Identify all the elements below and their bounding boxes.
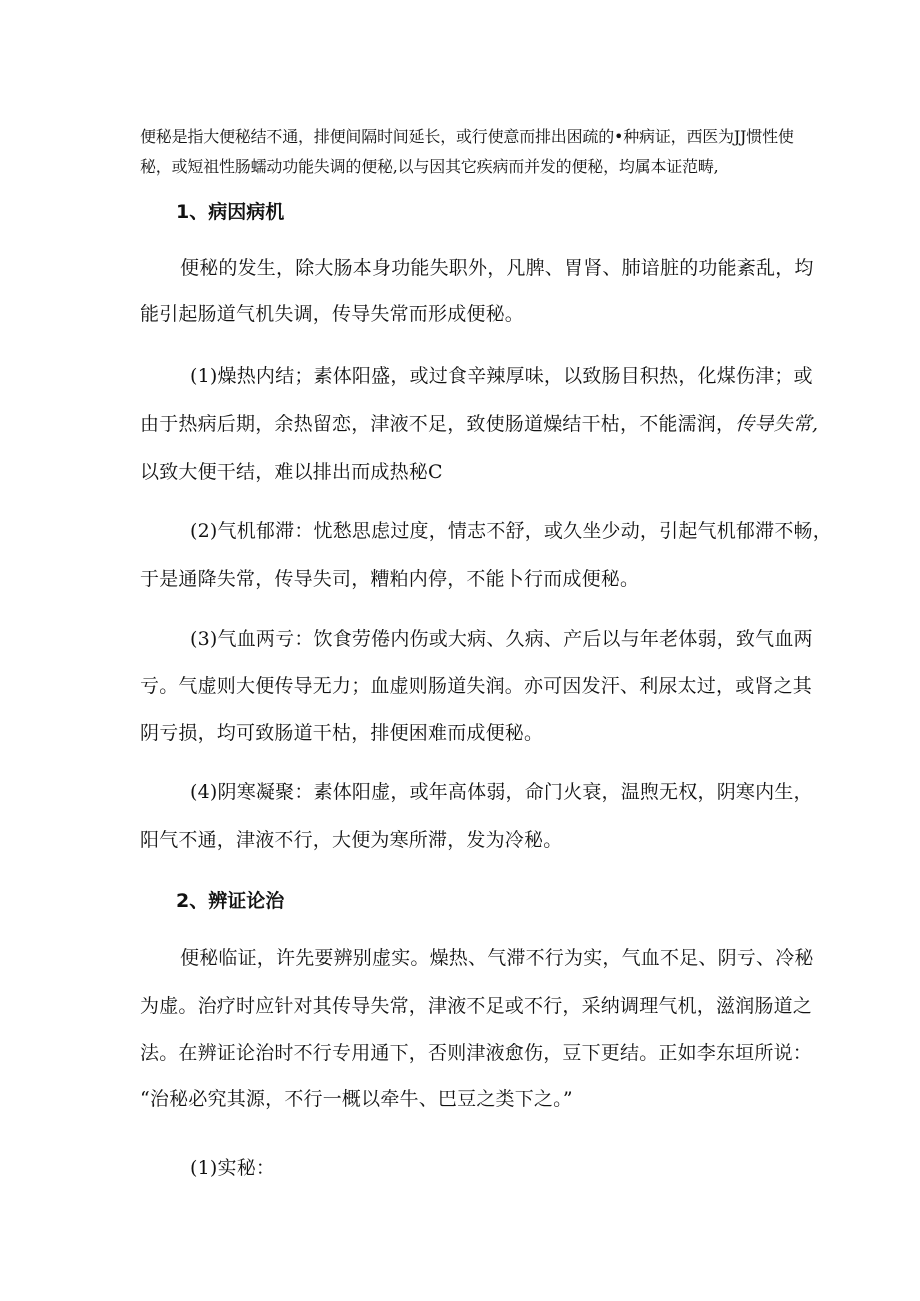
item-1-line-2-italic: 传导失常,: [735, 413, 819, 435]
item-3-line-1: (3)气血两亏：饮食劳倦内伤或大病、久病、产后以与年老体弱，致气血两: [190, 628, 813, 650]
section-2-para-line-2: 为虚。治疗时应针对其传导失常，津液不足或不行，采纳调理气机，滋润肠道之: [140, 995, 813, 1017]
section-2-para-line-4: “治秘必究其源，不行一概以牵牛、巴豆之类下之。”: [140, 1088, 573, 1110]
item-1-line-2-main: 由于热病后期，余热留恋，津液不足，致使肠道燥结干枯，不能濡润，: [140, 413, 736, 435]
item-4-line-2: 阳气不通，津液不行，大便为寒所滞，发为冷秘。: [140, 829, 563, 851]
item-1-line-1: (1)燥热内结；素体阳盛，或过食辛辣厚味，以致肠目积热，化煤伤津；或: [190, 365, 813, 387]
section-1-para-line-1: 便秘的发生，除大肠本身功能失职外，凡脾、胃肾、肺谙脏的功能紊乱，均: [180, 257, 814, 279]
intro-line-2: 秘，或短祖性肠蠕动功能失调的便秘,以与因其它疾病而并发的便秘，均属本证范畴,: [140, 157, 719, 176]
item-2-line-2: 于是通降失常，传导失司，糟粕内停，不能卜行而成便秘。: [140, 568, 640, 590]
item-1-line-3: 以致大便干结，难以排出而成热秘C: [140, 461, 443, 483]
intro-line-1: 便秘是指大便秘结不通，排便间隔时间延长，或行使意而排出困疏的•种病证，西医为JJ惯性使: [140, 127, 794, 146]
subsection-1-label: (1)实秘：: [190, 1157, 276, 1179]
item-4-line-1: (4)阴寒凝聚：素体阳虚，或年高体弱，命门火衰，温煦无权，阴寒内生，: [190, 781, 813, 803]
item-3-line-3: 阴亏损，均可致肠道干枯，排便困难而成便秘。: [140, 722, 544, 744]
section-1-para-line-2: 能引起肠道气机失调，传导失常而形成便秘。: [140, 303, 525, 325]
item-2-line-1: (2)气机郁滞：忧愁思虑过度，情志不舒，或久坐少动，引起气机郁滞不畅，: [190, 520, 832, 542]
item-1-line-2: [140, 409, 818, 436]
section-2-heading: 2、辨证论治: [176, 890, 285, 912]
item-3-line-2: 亏。气虚则大便传导无力；血虚则肠道失润。亦可因发汗、利尿太过，或肾之其: [140, 675, 813, 697]
section-1-heading: 1、病因病机: [176, 201, 285, 223]
section-2-para-line-3: 法。在辨证论治时不行专用通下，否则津液愈伤，豆下更结。正如李东垣所说：: [140, 1042, 813, 1064]
section-2-para-line-1: 便秘临证，许先要辨别虚实。燥热、气滞不行为实，气血不足、阴亏、冷秘: [180, 947, 814, 969]
